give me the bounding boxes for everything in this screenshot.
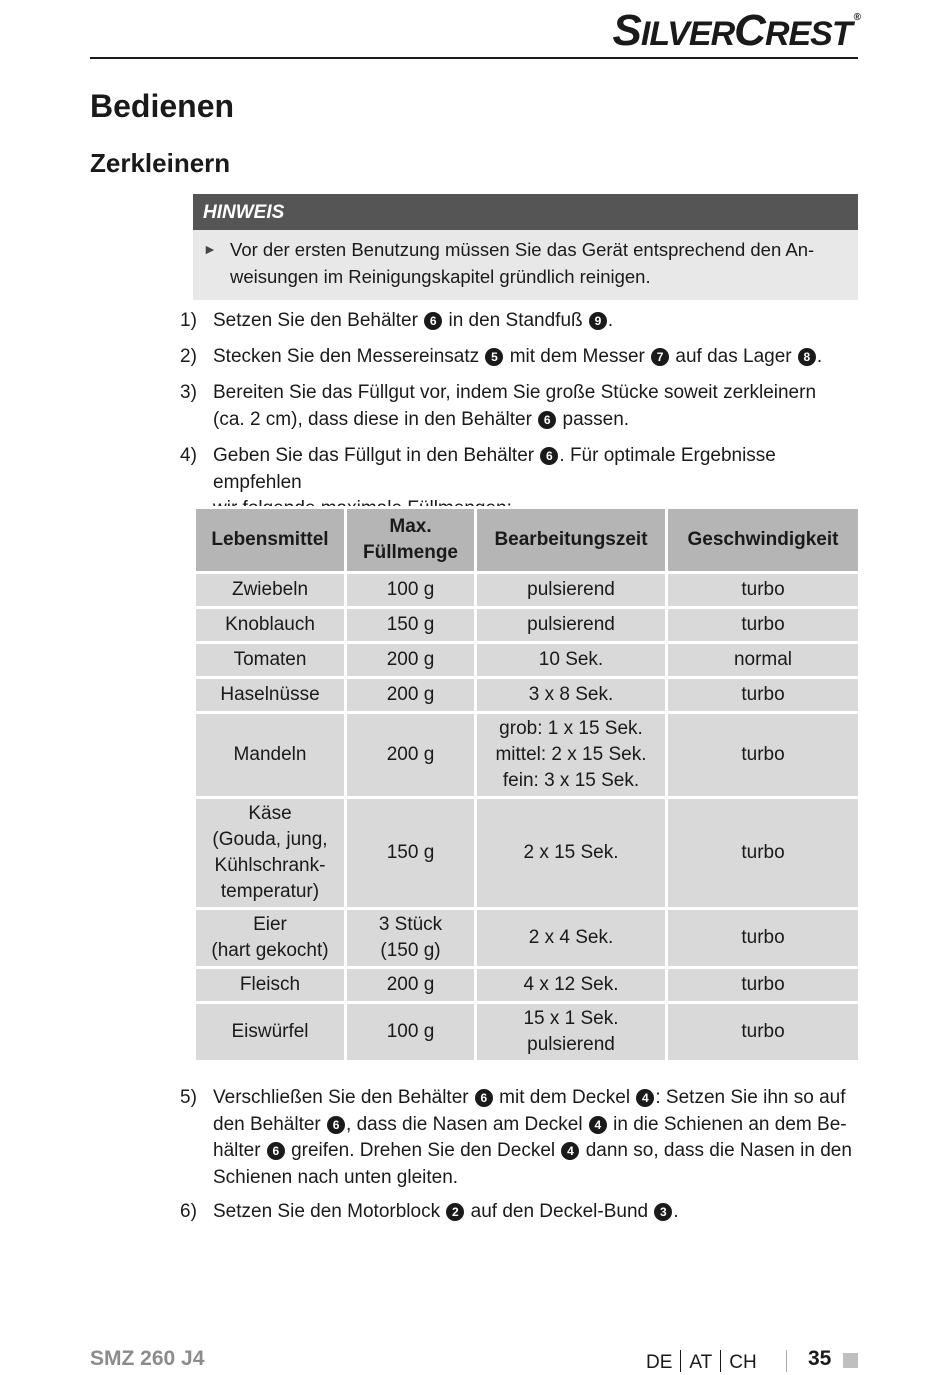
- model-number: SMZ 260 J4: [90, 1347, 205, 1370]
- callout-number: 4: [589, 1116, 607, 1134]
- amount-cell: 200 g: [346, 678, 476, 713]
- footer-divider: [786, 1350, 787, 1372]
- language-codes: DE AT CH: [646, 1352, 757, 1373]
- callout-number: 7: [651, 348, 669, 366]
- table-row: [195, 643, 860, 678]
- food-cell: Käse (Gouda, jung, Kühlschrank- temperatur): [195, 798, 346, 909]
- column-header: Geschwindigkeit: [667, 508, 860, 573]
- food-cell: Knoblauch: [195, 608, 346, 643]
- speed-cell: normal: [667, 643, 860, 678]
- food-cell: Zwiebeln: [195, 573, 346, 608]
- table-row: [195, 909, 860, 968]
- time-cell: 3 x 8 Sek.: [476, 678, 667, 713]
- time-cell: 10 Sek.: [476, 643, 667, 678]
- section-heading: Zerkleinern: [90, 148, 231, 178]
- food-cell: Tomaten: [195, 643, 346, 678]
- callout-number: 6: [540, 447, 558, 465]
- brand-logo: SILVERCREST ®: [612, 6, 860, 55]
- food-cell: Eiswürfel: [195, 1003, 346, 1062]
- table-row: [195, 678, 860, 713]
- speed-cell: turbo: [667, 1003, 860, 1062]
- step-number: 1): [180, 310, 197, 331]
- callout-number: 9: [589, 312, 607, 330]
- table-row: [195, 968, 860, 1003]
- note-title: HINWEIS: [193, 194, 858, 230]
- step-number: 3): [180, 382, 197, 403]
- page-heading: Bedienen: [90, 88, 235, 124]
- speed-cell: turbo: [667, 608, 860, 643]
- time-cell: pulsierend: [476, 573, 667, 608]
- column-header: Lebensmittel: [195, 508, 346, 573]
- table-row: [195, 798, 860, 909]
- note-body: [193, 230, 858, 300]
- time-cell: 2 x 4 Sek.: [476, 909, 667, 968]
- amount-cell: 200 g: [346, 968, 476, 1003]
- speed-cell: turbo: [667, 573, 860, 608]
- table-row: [195, 1003, 860, 1062]
- time-cell: 4 x 12 Sek.: [476, 968, 667, 1003]
- column-header: Max. Füllmenge: [346, 508, 476, 573]
- callout-number: 6: [327, 1116, 345, 1134]
- amount-cell: 100 g: [346, 573, 476, 608]
- note-text-line: weisungen im Reinigungskapitel gründlich reinigen.: [230, 266, 651, 287]
- callout-number: 4: [561, 1142, 579, 1160]
- time-cell: 2 x 15 Sek.: [476, 798, 667, 909]
- page-number: 35: [808, 1347, 832, 1370]
- callout-number: 3: [654, 1203, 672, 1221]
- step-5: 5) Verschließen Sie den Behälter 6 mit dem Deckel 4 : Setzen Sie ihn so auf den Behälter 6 , dass die Nasen am Deckel 4 in die Schienen an dem Be- hälter 6 greifen. Drehen Sie den Deckel 4 dann so, dass die Nasen in den Schienen nach unten gleiten.: [180, 1087, 852, 1188]
- header-rule: [90, 57, 858, 59]
- time-cell: grob: 1 x 15 Sek. mittel: 2 x 15 Sek. fein: 3 x 15 Sek.: [476, 713, 667, 798]
- time-cell: 15 x 1 Sek. pulsierend: [476, 1003, 667, 1062]
- callout-number: 6: [538, 411, 556, 429]
- speed-cell: turbo: [667, 968, 860, 1003]
- amount-cell: 3 Stück (150 g): [346, 909, 476, 968]
- table-row: [195, 573, 860, 608]
- table-row: [195, 713, 860, 798]
- amount-cell: 200 g: [346, 643, 476, 678]
- callout-number: 5: [485, 348, 503, 366]
- food-cell: Haselnüsse: [195, 678, 346, 713]
- step-2: 2) Stecken Sie den Messereinsatz 5 mit dem Messer 7 auf das Lager 8 .: [180, 344, 860, 371]
- step-number: 5): [180, 1087, 197, 1108]
- amount-cell: 150 g: [346, 798, 476, 909]
- callout-number: 6: [267, 1142, 285, 1160]
- step-number: 6): [180, 1201, 197, 1222]
- food-cell: Eier (hart gekocht): [195, 909, 346, 968]
- step-4: 4) Geben Sie das Füllgut in den Behälter 6 . Für optimale Ergebnisse empfehlen: [180, 445, 776, 493]
- fill-quantity-table: [193, 506, 861, 1063]
- step-number: 4): [180, 445, 197, 466]
- column-header: Bearbeitungszeit: [476, 508, 667, 573]
- speed-cell: turbo: [667, 713, 860, 798]
- step-number: 2): [180, 346, 197, 367]
- amount-cell: 200 g: [346, 713, 476, 798]
- callout-number: 6: [475, 1089, 493, 1107]
- callout-number: 8: [798, 348, 816, 366]
- note-text-line: Vor der ersten Benutzung müssen Sie das Gerät entsprechend den An-: [230, 239, 815, 260]
- callout-number: 4: [636, 1089, 654, 1107]
- triangle-right-icon: ►: [203, 241, 217, 257]
- speed-cell: turbo: [667, 798, 860, 909]
- speed-cell: turbo: [667, 678, 860, 713]
- time-cell: pulsierend: [476, 608, 667, 643]
- food-cell: Mandeln: [195, 713, 346, 798]
- callout-number: 2: [446, 1203, 464, 1221]
- step-6: 6) Setzen Sie den Motorblock 2 auf den Deckel-Bund 3 .: [180, 1199, 860, 1226]
- table-row: [195, 608, 860, 643]
- step-1: 1) Setzen Sie den Behälter 6 in den Standfuß 9 .: [180, 308, 860, 335]
- speed-cell: turbo: [667, 909, 860, 968]
- food-cell: Fleisch: [195, 968, 346, 1003]
- callout-number: 6: [424, 312, 442, 330]
- table-header-row: [195, 508, 860, 573]
- square-icon: [843, 1353, 858, 1368]
- step-3: 3) Bereiten Sie das Füllgut vor, indem Sie große Stücke soweit zerkleinern (ca. 2 cm), dass diese in den Behälter 6 passen.: [180, 382, 817, 430]
- note-box: [193, 194, 858, 300]
- amount-cell: 100 g: [346, 1003, 476, 1062]
- amount-cell: 150 g: [346, 608, 476, 643]
